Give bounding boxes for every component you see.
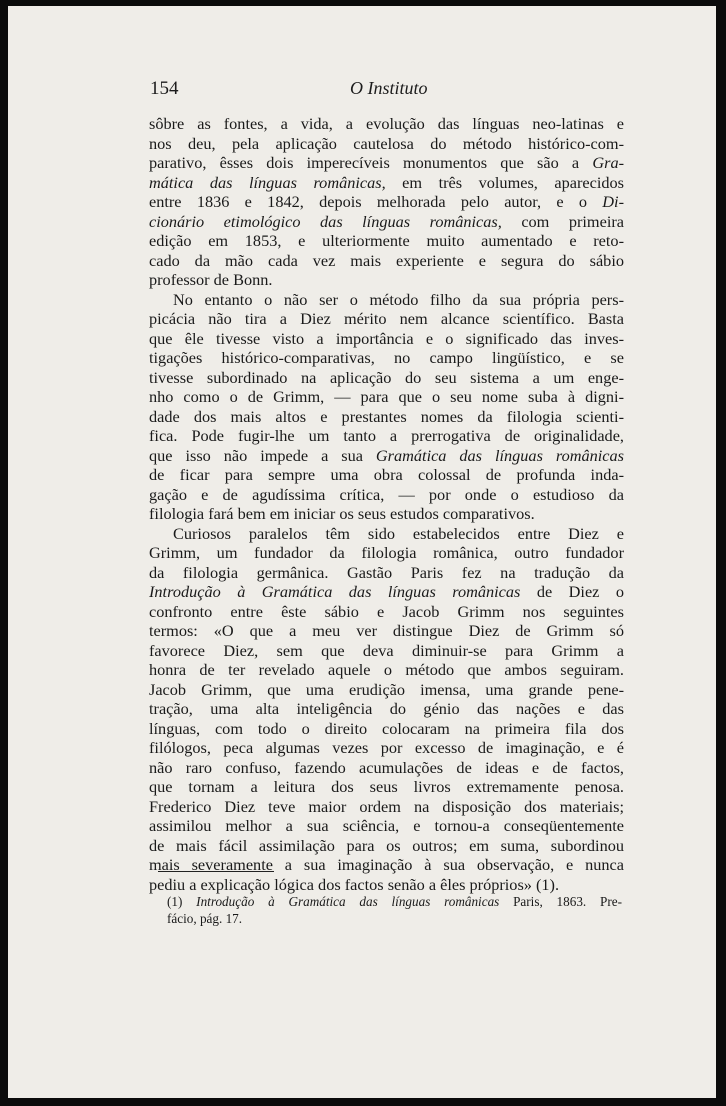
text-run: de mais fácil assimilação para os outros; em suma, subordinou	[149, 835, 624, 855]
text-line	[149, 231, 624, 251]
text-run: da filologia germânica. Gastão Paris fez na tradução da	[149, 562, 624, 582]
text-line	[149, 602, 624, 622]
italic-title: mática das línguas românicas,	[149, 172, 386, 192]
italic-title: Introdução à Gramática das línguas românicas	[196, 894, 500, 909]
running-title: O Instituto	[350, 78, 428, 98]
text-run: Frederico Diez teve maior ordem na disposição dos materiais;	[149, 796, 624, 816]
text-run: Paris, 1863. Pre-	[499, 894, 622, 909]
text-run: filologia fará bem em iniciar os seus estudos comparativos.	[149, 504, 535, 523]
text-run: que isso não impede a sua	[149, 445, 376, 465]
text-line	[149, 407, 624, 427]
text-line	[149, 426, 624, 446]
italic-title: Introdução à Gramática das línguas românicas	[149, 582, 521, 601]
text-line	[149, 875, 624, 895]
text-line	[149, 699, 624, 719]
text-run: No entanto o não ser o método filho da sua própria pers-	[173, 289, 624, 309]
text-line	[149, 524, 624, 544]
text-run: (1)	[167, 894, 197, 909]
text-run: mais severamente a sua imaginação à sua observação, e nunca	[149, 855, 624, 874]
text-run: pediu a explicação lógica dos factos senão a êles próprios» (1).	[149, 874, 560, 894]
text-run: que êle tivesse visto a importância e o significado das inves-	[149, 328, 624, 348]
text-run: de Diez o	[520, 582, 624, 601]
text-line	[149, 621, 624, 641]
text-run: nho como o de Grimm, — para que o seu nome suba à digni-	[149, 387, 624, 406]
text-line	[149, 212, 624, 232]
text-run: edição em 1853, e ulteriormente muito aumentado e reto-	[149, 231, 624, 250]
text-line	[149, 543, 624, 563]
text-run: entre 1836 e 1842, depois melhorada pelo autor, e o	[149, 192, 603, 211]
text-line	[149, 192, 624, 212]
footnote	[167, 893, 622, 927]
text-line	[149, 836, 624, 856]
text-run: Jacob Grimm, que uma erudição imensa, uma grande pene-	[149, 679, 624, 699]
italic-title: Di-	[602, 192, 624, 211]
text-line	[149, 329, 624, 349]
italic-title: cionário etimológico das línguas românicas,	[149, 211, 502, 231]
text-run: de ficar para sempre uma obra colossal de profunda inda-	[149, 465, 624, 484]
text-run: professor de Bonn.	[149, 270, 273, 289]
text-line	[149, 582, 624, 602]
text-run: confronto entre êste sábio e Jacob Grimm nos seguintes	[149, 601, 624, 621]
italic-title: Gramática das línguas românicas	[375, 445, 624, 465]
footnote-separator	[158, 871, 274, 872]
text-line	[149, 465, 624, 485]
text-line	[149, 563, 624, 583]
text-run: nos deu, pela aplicação cautelosa do método histórico-com-	[149, 133, 624, 153]
text-run: favorece Diez, sem que deva diminuir-se para Grimm a	[149, 640, 624, 660]
text-run: Curiosos paralelos têm sido estabelecidos entre Diez e	[173, 523, 624, 543]
text-run: termos: «O que a meu ver distingue Diez de Grimm só	[149, 621, 624, 640]
text-line	[149, 816, 624, 836]
text-run: não raro confuso, fazendo acumulações de ideas e de factos,	[149, 757, 624, 777]
text-line	[149, 485, 624, 505]
text-run: cado da mão cada vez mais experiente e segura do sábio	[149, 250, 624, 270]
text-run: em três volumes, aparecidos	[385, 172, 624, 192]
text-line	[149, 758, 624, 778]
page-header	[150, 78, 632, 104]
body-text	[149, 114, 624, 894]
text-run: tigações histórico-comparativas, no campo lingüístico, e se	[149, 348, 624, 367]
text-line	[149, 309, 624, 329]
text-line	[149, 719, 624, 739]
text-line	[149, 173, 624, 193]
text-line	[149, 446, 624, 466]
text-line	[149, 270, 624, 290]
text-run: tração, uma alta inteligência do génio das nações e das	[149, 699, 624, 718]
text-run: tivesse subordinado na aplicação do seu sistema a um enge-	[149, 367, 624, 387]
text-line	[149, 641, 624, 661]
text-line	[149, 134, 624, 154]
text-line	[149, 153, 624, 173]
text-line	[149, 251, 624, 271]
text-run: parativo, êsses dois imperecíveis monumentos que são a	[149, 153, 593, 172]
text-run: línguas, com todo o direito colocaram na primeira fila dos	[149, 718, 624, 738]
text-line	[149, 738, 624, 758]
text-line	[149, 504, 624, 524]
text-run: fica. Pode fugir-lhe um tanto a prerrogativa de originalidade,	[149, 426, 624, 445]
text-line	[149, 777, 624, 797]
footnote-line	[167, 893, 622, 910]
text-run: Grimm, um fundador da filologia românica, outro fundador	[149, 543, 624, 562]
text-line	[149, 290, 624, 310]
italic-title: Gra-	[592, 153, 624, 172]
text-run: dade dos mais altos e prestantes nomes da filologia scienti-	[149, 406, 624, 426]
text-run: com primeira	[501, 211, 624, 231]
page-number: 154	[150, 78, 179, 99]
text-run: que tornam a leitura dos seus livros extremamente penosa.	[149, 777, 624, 796]
text-line	[149, 387, 624, 407]
text-line	[149, 660, 624, 680]
text-run: gação e de agudíssima crítica, — por onde o estudioso da	[149, 484, 624, 504]
text-line	[149, 114, 624, 134]
text-run: sôbre as fontes, a vida, a evolução das línguas neo-latinas e	[149, 114, 624, 133]
text-run: fácio, pág. 17.	[167, 911, 243, 926]
text-line	[149, 368, 624, 388]
text-line	[149, 348, 624, 368]
text-run: filólogos, peca algumas vezes por excesso de imaginação, e é	[149, 738, 624, 757]
text-run: assimilou melhor a sua sciência, e tornou-a conseqüentemente	[149, 816, 624, 835]
text-line	[149, 797, 624, 817]
text-line	[149, 680, 624, 700]
footnote-line	[167, 910, 622, 927]
text-run: picácia não tira a Diez mérito nem alcance scientífico. Basta	[149, 309, 624, 328]
text-run: honra de ter revelado aquele o método que ambos seguiram.	[149, 660, 624, 679]
